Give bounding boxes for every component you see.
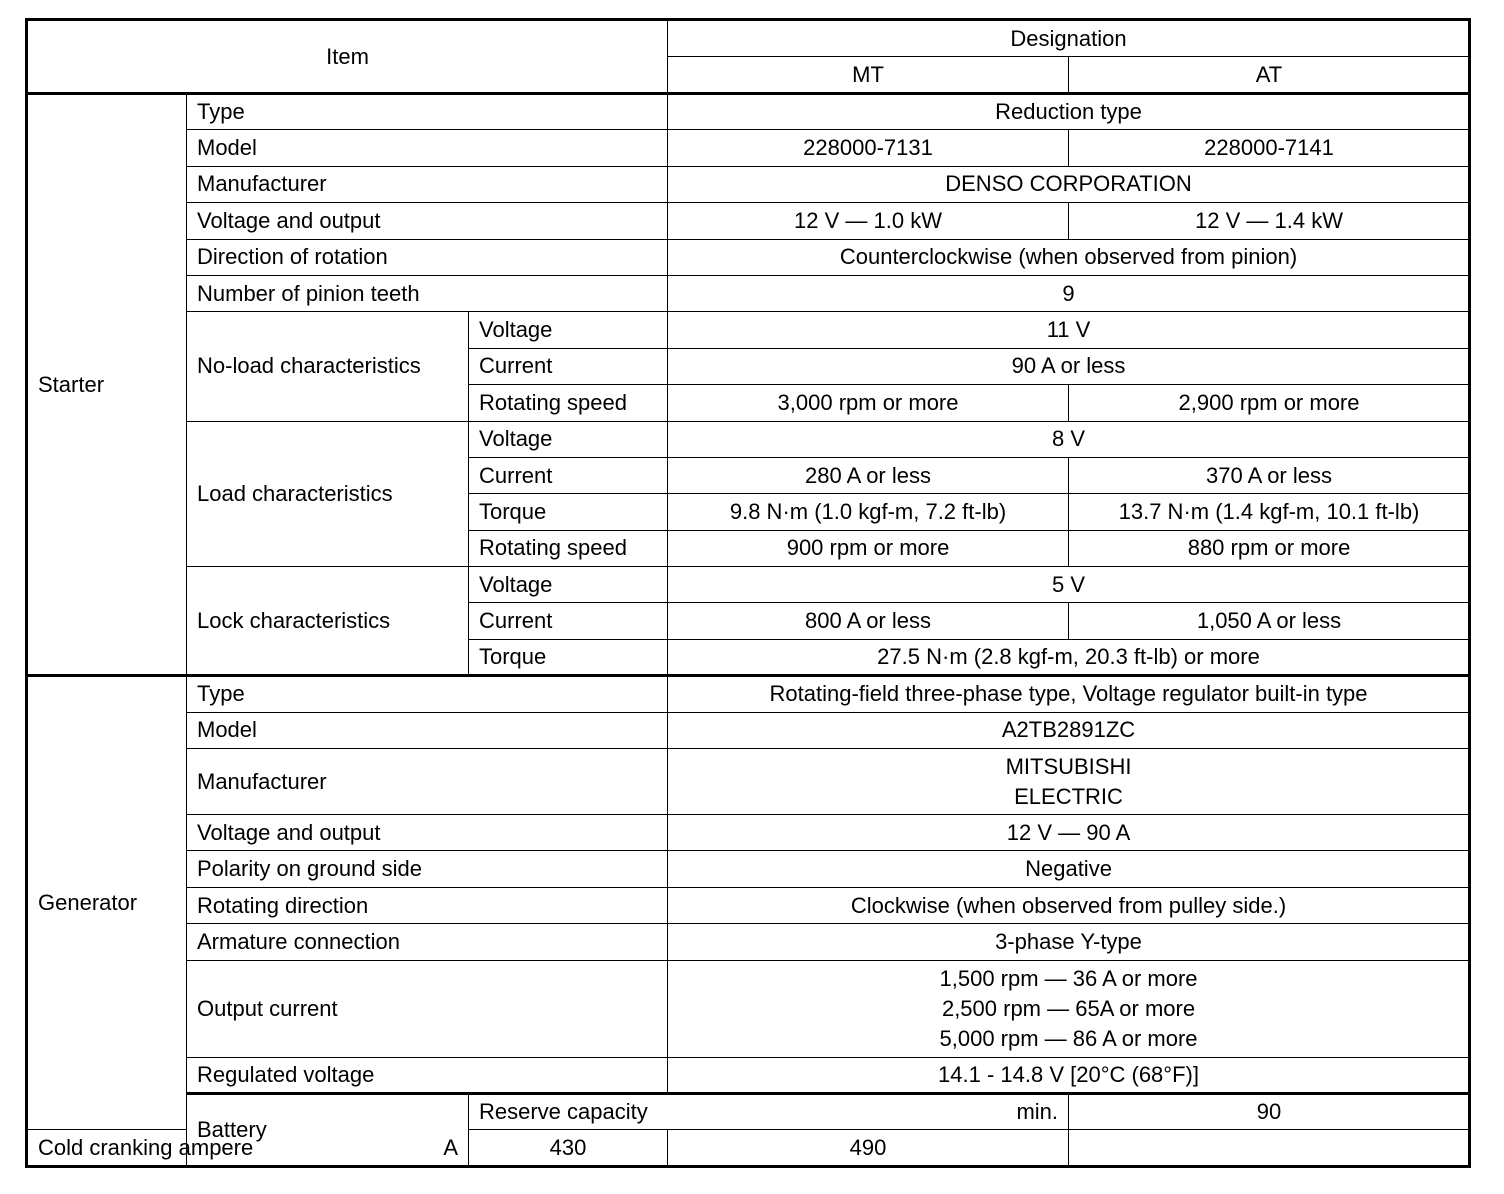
row-label: Number of pinion teeth: [187, 275, 668, 311]
row-value: Counterclockwise (when observed from pinion): [668, 239, 1470, 275]
row-value: 9: [668, 275, 1470, 311]
spec-table: [25, 18, 1471, 1168]
row-value: 3-phase Y-type: [668, 924, 1470, 960]
sub-label: Current: [469, 348, 668, 384]
row-value: 11 V: [668, 312, 1470, 348]
group-load: Load characteristics: [187, 421, 469, 567]
row-label: Voltage and output: [187, 203, 668, 239]
row-value-at: 12 V — 1.4 kW: [1069, 203, 1470, 239]
table-row: [27, 166, 1470, 202]
row-value-mt: 3,000 rpm or more: [668, 385, 1069, 421]
header-at: AT: [1069, 57, 1470, 94]
header-designation: Designation: [668, 20, 1470, 57]
row-label: Regulated voltage: [187, 1057, 668, 1093]
sub-label: Torque: [469, 639, 668, 675]
row-value: 27.5 N·m (2.8 kgf-m, 20.3 ft-lb) or more: [668, 639, 1470, 675]
table-row: [27, 960, 1470, 1057]
row-value-at: 228000-7141: [1069, 130, 1470, 166]
table-row: [27, 749, 1470, 815]
row-value-mt: 280 A or less: [668, 457, 1069, 493]
row-value-at: 2,900 rpm or more: [1069, 385, 1470, 421]
row-label: Manufacturer: [187, 749, 668, 815]
row-value: 12 V — 90 A: [668, 815, 1470, 851]
row-value: Reduction type: [668, 94, 1470, 130]
table-row: [27, 1130, 1470, 1166]
row-label: Output current: [187, 960, 668, 1057]
value-line: 1,500 rpm — 36 A or more: [939, 965, 1198, 991]
row-label: Reserve capacity: [479, 1099, 648, 1125]
row-label: Type: [187, 676, 668, 712]
sub-label: Rotating speed: [469, 385, 668, 421]
header-item: Item: [27, 20, 668, 94]
table-row: [27, 312, 1470, 348]
table-row: [27, 924, 1470, 960]
row-value: Negative: [668, 851, 1470, 887]
group-no-load: No-load characteristics: [187, 312, 469, 421]
row-value: [668, 749, 1470, 815]
row-label: Model: [187, 130, 668, 166]
row-value-at: 1,050 A or less: [1069, 603, 1470, 639]
row-value-mt: 228000-7131: [668, 130, 1069, 166]
value-line: ELECTRIC: [1014, 783, 1123, 809]
table-row: [27, 1093, 1470, 1129]
row-value: Rotating-field three-phase type, Voltage regulator built-in type: [668, 676, 1470, 712]
sub-label: Voltage: [469, 567, 668, 603]
header-mt: MT: [668, 57, 1069, 94]
row-label: Voltage and output: [187, 815, 668, 851]
table-row: [27, 203, 1470, 239]
sub-label: Voltage: [469, 421, 668, 457]
row-value: Clockwise (when observed from pulley side.): [668, 887, 1470, 923]
row-value: 90 A or less: [668, 348, 1470, 384]
row-value: A2TB2891ZC: [668, 712, 1470, 748]
table-row: [27, 239, 1470, 275]
row-label: Rotating direction: [187, 887, 668, 923]
table-row: [27, 421, 1470, 457]
table-row: [27, 851, 1470, 887]
sub-label: Rotating speed: [469, 530, 668, 566]
row-value: 14.1 - 14.8 V [20°C (68°F)]: [668, 1057, 1470, 1093]
row-label: Model: [187, 712, 668, 748]
row-value-mt: 430: [469, 1130, 668, 1166]
table-row: [27, 712, 1470, 748]
row-value: 5 V: [668, 567, 1470, 603]
row-value-mt: 900 rpm or more: [668, 530, 1069, 566]
table-row: [27, 130, 1470, 166]
row-value: 8 V: [668, 421, 1470, 457]
row-value-at: 490: [668, 1130, 1069, 1166]
sub-label: Current: [469, 603, 668, 639]
row-value-mt: 800 A or less: [668, 603, 1069, 639]
row-label: Manufacturer: [187, 166, 668, 202]
table-row: [27, 815, 1470, 851]
row-value-mt: 12 V — 1.0 kW: [668, 203, 1069, 239]
row-label: Armature connection: [187, 924, 668, 960]
row-value-at: 13.7 N·m (1.4 kgf-m, 10.1 ft-lb): [1069, 494, 1470, 530]
row-value-mt: 90: [1069, 1093, 1470, 1129]
row-label: Polarity on ground side: [187, 851, 668, 887]
sub-label: Torque: [469, 494, 668, 530]
row-label: Direction of rotation: [187, 239, 668, 275]
sub-label: Current: [469, 457, 668, 493]
table-row: [27, 94, 1470, 130]
table-row: [27, 275, 1470, 311]
unit-label: A: [443, 1134, 458, 1160]
section-starter: Starter: [27, 94, 187, 676]
row-label-with-unit: [469, 1093, 1069, 1129]
section-battery: Battery: [187, 1093, 469, 1166]
group-lock: Lock characteristics: [187, 567, 469, 676]
table-row: [27, 567, 1470, 603]
table-row: [27, 887, 1470, 923]
row-label: Cold cranking ampere: [38, 1134, 254, 1160]
row-value-mt: 9.8 N·m (1.0 kgf-m, 7.2 ft-lb): [668, 494, 1069, 530]
unit-label: min.: [1016, 1099, 1059, 1125]
value-line: MITSUBISHI: [1005, 753, 1132, 779]
value-line: 2,500 rpm — 65A or more: [941, 995, 1196, 1021]
row-value: [668, 960, 1470, 1057]
value-line: 5,000 rpm — 86 A or more: [939, 1025, 1198, 1051]
table-row: [27, 1057, 1470, 1093]
row-label: Type: [187, 94, 668, 130]
header-row: [27, 20, 1470, 57]
row-label-with-unit: [27, 1130, 469, 1166]
section-generator: Generator: [27, 676, 187, 1130]
sub-label: Voltage: [469, 312, 668, 348]
row-value: DENSO CORPORATION: [668, 166, 1470, 202]
row-value-at: 880 rpm or more: [1069, 530, 1470, 566]
table-row: [27, 676, 1470, 712]
row-value-at: 370 A or less: [1069, 457, 1470, 493]
